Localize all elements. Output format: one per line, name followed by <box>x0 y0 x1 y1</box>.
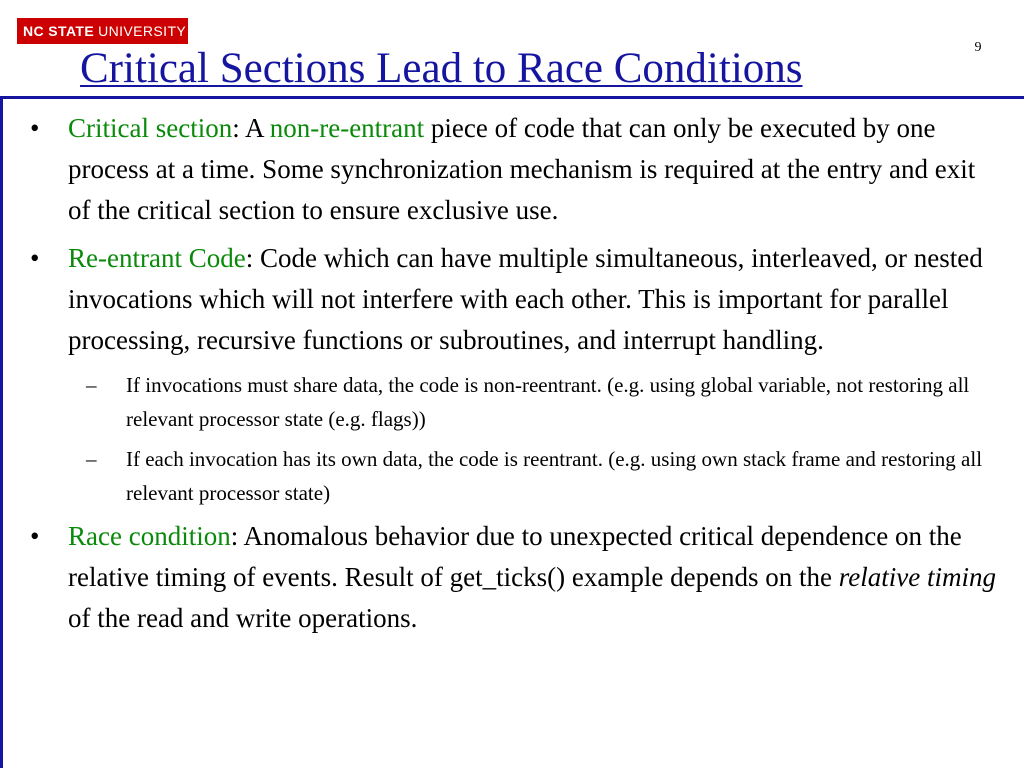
left-border <box>0 96 3 768</box>
bullet-re-entrant-code <box>30 238 1000 361</box>
university-logo <box>17 18 188 44</box>
bullet-text: of the read and write operations. <box>68 603 418 633</box>
bullet-text: piece of code that can only be executed by one process at a time. Some synchronization mechanism is required at the entry and exit of the critical section to ensure exclusive use. <box>68 113 976 225</box>
sub-bullet-text: If invocations must share data, the code is non-reentrant. (e.g. using global variable, not restoring all relevant processor state (e.g. flags)) <box>126 373 970 431</box>
bullet-marker: • <box>30 113 40 143</box>
bullet-race-condition <box>30 516 1000 639</box>
sub-bullet-non-reentrant <box>30 368 1000 436</box>
bullet-text: : Anomalous behavior due to unexpected critical dependence on the relative timing of events. Result of get_ticks() example depends on the <box>68 521 962 592</box>
logo-bold-text: NC STATE <box>23 23 95 39</box>
sub-bullet-text: If each invocation has its own data, the code is reentrant. (e.g. using own stack frame and restoring all relevant processor state) <box>126 447 983 505</box>
bullet-marker: • <box>30 243 40 273</box>
term-re-entrant-code: Re-entrant Code <box>68 243 246 273</box>
title-divider <box>0 96 1024 99</box>
term-critical-section: Critical section <box>68 113 233 143</box>
emphasis-relative-timing: relative timing <box>838 562 997 592</box>
slide-body <box>30 108 1000 646</box>
term-race-condition: Race condition <box>68 521 231 551</box>
sub-bullet-reentrant <box>30 442 1000 510</box>
slide-number: 9 <box>974 40 982 55</box>
logo-text: UNIVERSITY <box>98 23 187 39</box>
bullet-marker: • <box>30 521 40 551</box>
sub-bullet-marker: – <box>86 373 97 397</box>
bullet-critical-section <box>30 108 1000 231</box>
bullet-text: : A <box>232 113 270 143</box>
bullet-text: : Code which can have multiple simultaneous, interleaved, or nested invocations which will not interfere with each other. This is important for parallel processing, recursive functions or subroutines, and interrupt handling. <box>68 243 983 355</box>
sub-bullet-list <box>30 368 1000 510</box>
sub-bullet-marker: – <box>86 447 97 471</box>
slide-title: Critical Sections Lead to Race Conditions <box>80 45 803 92</box>
term-non-re-entrant: non-re-entrant <box>269 113 425 143</box>
